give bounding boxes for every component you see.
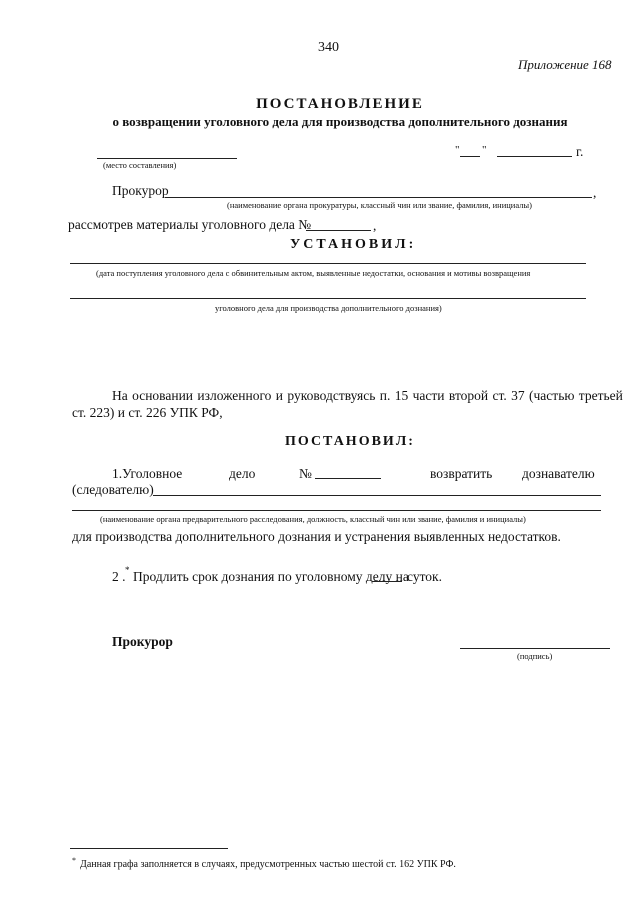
footnote-text: Данная графа заполняется в случаях, предусмотренных частью шестой ст. 162 УПК РФ. <box>80 859 456 870</box>
signature-caption: (подпись) <box>517 651 553 661</box>
item1-line-3: для производства дополнительного дознания и устранения выявленных недостатков. <box>72 529 561 544</box>
item2-footnote-mark: * <box>125 565 130 575</box>
item1-word-4: возвратить <box>430 466 493 481</box>
footnote-mark: * <box>72 856 76 865</box>
date-quote-open: " <box>455 144 460 156</box>
reviewed-comma: , <box>373 218 377 233</box>
place-field[interactable] <box>97 158 237 159</box>
item2-suffix: суток. <box>407 569 442 584</box>
established-caption-2: уголовного дела для производства дополнительного дознания) <box>215 303 442 313</box>
basis-line-2: ст. 223) и ст. 226 УПК РФ, <box>72 405 223 420</box>
date-quote-close: " <box>482 144 487 156</box>
item1-word-5: дознавателю <box>522 466 595 481</box>
established-heading: УСТАНОВИЛ: <box>290 237 417 252</box>
basis-line-1: На основании изложенного и руководствуясь п. 15 части второй ст. 37 (частью третьей <box>112 388 623 403</box>
prosecutor-caption: (наименование органа прокуратуры, классный чин или звание, фамилия, инициалы) <box>227 200 532 210</box>
signature-field[interactable] <box>460 648 610 649</box>
item1-word-1: 1.Уголовное <box>112 466 183 481</box>
date-month-field[interactable] <box>497 156 572 157</box>
prosecutor-label: Прокурор <box>112 183 169 198</box>
item2-prefix: 2 . <box>112 569 126 584</box>
item1-line-2: (следователю) <box>72 482 154 497</box>
item1-investigator-field[interactable] <box>153 495 601 496</box>
resolved-heading: ПОСТАНОВИЛ: <box>285 434 415 449</box>
item2-days-field[interactable] <box>372 581 402 582</box>
footnote-divider <box>70 848 228 849</box>
document-subtitle: о возвращении уголовного дела для производства дополнительного дознания <box>112 114 568 129</box>
item1-case-number-field[interactable] <box>315 478 381 479</box>
established-field-2[interactable] <box>70 298 586 299</box>
reviewed-text: рассмотрев материалы уголовного дела № <box>68 217 312 232</box>
signature-label: Прокурор <box>112 634 173 649</box>
appendix-label: Приложение 168 <box>518 57 612 72</box>
item1-word-2: дело <box>229 466 256 481</box>
prosecutor-field[interactable] <box>165 197 592 198</box>
item1-word-3: № <box>299 466 312 481</box>
date-day-field[interactable] <box>460 156 480 157</box>
established-field-1[interactable] <box>70 263 586 264</box>
place-caption: (место составления) <box>103 160 177 170</box>
date-year-suffix: г. <box>576 144 584 159</box>
item1-investigator-field-2[interactable] <box>72 510 601 511</box>
established-caption-1: (дата поступления уголовного дела с обвинительным актом, выявленные недостатки, основания и мотивы возвращения <box>96 268 531 278</box>
item1-caption: (наименование органа предварительного расследования, должность, классный чин или звание, фамилия и инициалы) <box>100 514 526 524</box>
item2-text: Продлить срок дознания по уголовному делу на <box>133 569 409 584</box>
page-number: 340 <box>318 40 339 55</box>
document-title: ПОСТАНОВЛЕНИЕ <box>256 96 424 112</box>
case-number-field[interactable] <box>306 230 371 231</box>
prosecutor-comma: , <box>593 185 597 200</box>
